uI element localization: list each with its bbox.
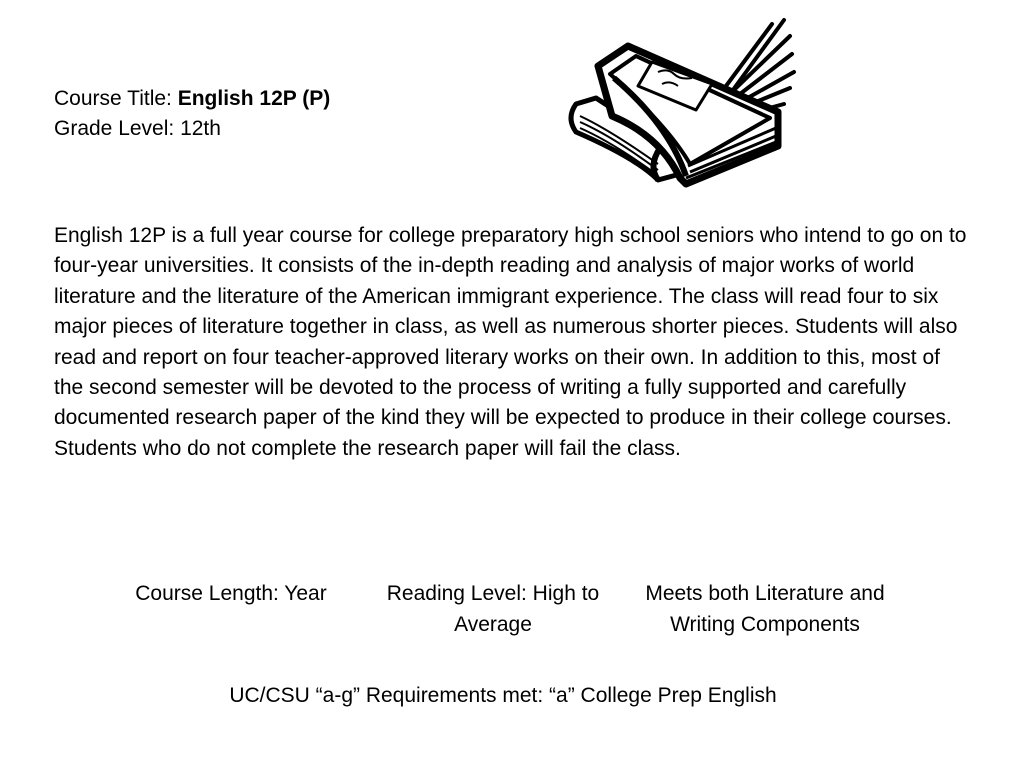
course-title-label: Course Title: <box>54 87 178 110</box>
grade-level-line <box>54 114 330 144</box>
course-description: English 12P is a full year course for college preparatory high school seniors who intend to go on to four-year universities. It consists of the in-depth reading and analysis of major works of world literature and the literature of the American immigrant experience. The class will read four to six major pieces of literature together in class, as well as numerous shorter pieces. Students will also read and report on four teacher-approved literary works on their own. In addition to this, most of the second semester will be devoted to the process of writing a fully supported and carefully documented research paper of the kind they will be expected to produce in their college courses. Students who do not complete the research paper will fail the class. <box>54 224 967 460</box>
course-header <box>54 84 330 144</box>
components-met: Meets both Literature and Writing Components <box>645 582 885 636</box>
grade-level-value: 12th <box>180 117 221 140</box>
stacked-books-with-quill-icon <box>540 14 800 194</box>
course-title-value: English 12P (P) <box>177 87 331 110</box>
uc-csu-requirements: UC/CSU “a-g” Requirements met: “a” College Prep English <box>229 684 777 707</box>
reading-level: Reading Level: High to Average <box>386 582 600 636</box>
grade-level-label: Grade Level: <box>54 117 181 140</box>
course-title-line <box>54 84 330 114</box>
course-length: Course Length: Year <box>135 582 327 605</box>
